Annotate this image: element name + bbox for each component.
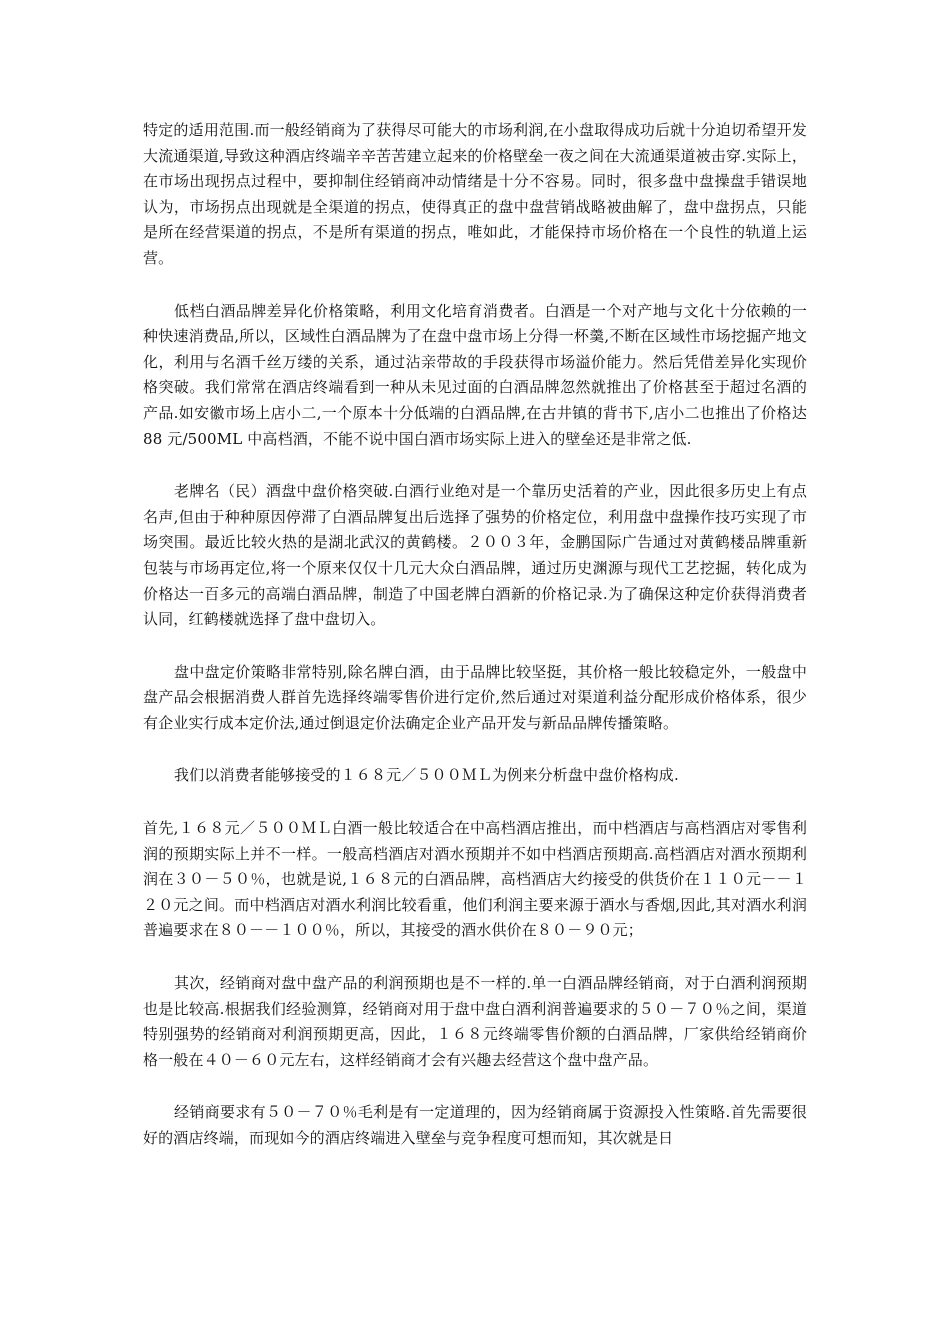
- paragraph-1: 特定的适用范围.而一般经销商为了获得尽可能大的市场利润,在小盘取得成功后就十分迫切希望开发大流通渠道,导致这种酒店终端辛辛苦苦建立起来的价格壁垒一夜之间在大流通渠道被击穿.实际上，在市场出现拐点过程中，要抑制住经销商冲动情绪是十分不容易。同时，很多盘中盘操盘手错误地认为，市场拐点出现就是全渠道的拐点，使得真正的盘中盘营销战略被曲解了，盘中盘拐点，只能是所在经营渠道的拐点，不是所有渠道的拐点，唯如此，才能保持市场价格在一个良性的轨道上运营。: [143, 121, 807, 267]
- paragraph-5: 我们以消费者能够接受的１６８元／５００ＭＬ为例来分析盘中盘价格构成.: [174, 766, 679, 785]
- paragraph-6: 首先,１６８元／５００ＭＬ白酒一般比较适合在中高档酒店推出，而中档酒店与高档酒店对零售利润的预期实际上并不一样。一般高档酒店对酒水预期并不如中档酒店预期高.高档酒店对酒水预期利润在３０－５０％，也就是说,１６８元的白酒品牌，高档酒店大约接受的供货价在１１０元－－１２０元之间。而中档酒店对酒水利润比较看重，他们利润主要来源于酒水与香烟,因此,其对酒水利润普遍要求在８０－－１００％，所以，其接受的酒水供价在８０－９０元；: [143, 819, 807, 940]
- paragraph-3: 老牌名（民）酒盘中盘价格突破.白酒行业绝对是一个靠历史活着的产业，因此很多历史上有点名声,但由于种种原因停滞了白酒品牌复出后选择了强势的价格定位，利用盘中盘操作技巧实现了市场突围。最近比较火热的是湖北武汉的黄鹤楼。２００３年，金鹏国际广告通过对黄鹤楼品牌重新包装与市场再定位,将一个原来仅仅十几元大众白酒品牌，通过历史渊源与现代工艺挖掘，转化成为价格达一百多元的高端白酒品牌，制造了中国老牌白酒新的价格记录.为了确保这种定价获得消费者认同，红鹤楼就选择了盘中盘切入。: [143, 482, 807, 629]
- paragraph-2: 低档白酒品牌差异化价格策略，利用文化培育消费者。白酒是一个对产地与文化十分依赖的一种快速消费品,所以，区域性白酒品牌为了在盘中盘市场上分得一杯羹,不断在区域性市场挖掘产地文化，利用与名酒千丝万缕的关系，通过沾亲带故的手段获得市场溢价能力。然后凭借差异化实现价格突破。我们常常在酒店终端看到一种从未见过面的白酒品牌忽然就推出了价格甚至于超过名酒的产品.如安徽市场上店小二,一个原本十分低端的白酒品牌,在古井镇的背书下,店小二也推出了价格达 88 元/500ML 中高档酒，不能不说中国白酒市场实际上进入的壁垒还是非常之低.: [143, 301, 807, 448]
- paragraph-4: 盘中盘定价策略非常特别,除名牌白酒，由于品牌比较坚挺，其价格一般比较稳定外，一般盘中盘产品会根据消费人群首先选择终端零售价进行定价,然后通过对渠道利益分配形成价格体系，很少有企业实行成本定价法,通过倒退定价法确定企业产品开发与新品品牌传播策略。: [143, 662, 807, 732]
- paragraph-8: 经销商要求有５０－７０％毛利是有一定道理的，因为经销商属于资源投入性策略.首先需要很好的酒店终端，而现如今的酒店终端进入壁垒与竞争程度可想而知，其次就是日: [143, 1103, 807, 1147]
- document-page: [143, 118, 807, 1179]
- paragraph-7: 其次，经销商对盘中盘产品的利润预期也是不一样的.单一白酒品牌经销商，对于白酒利润预期也是比较高.根据我们经验测算，经销商对用于盘中盘白酒利润普遍要求的５０－７０％之间，渠道特别强势的经销商对利润预期更高，因此，１６８元终端零售价额的白酒品牌，厂家供给经销商价格一般在４０－６０元左右，这样经销商才会有兴趣去经营这个盘中盘产品。: [143, 974, 807, 1069]
